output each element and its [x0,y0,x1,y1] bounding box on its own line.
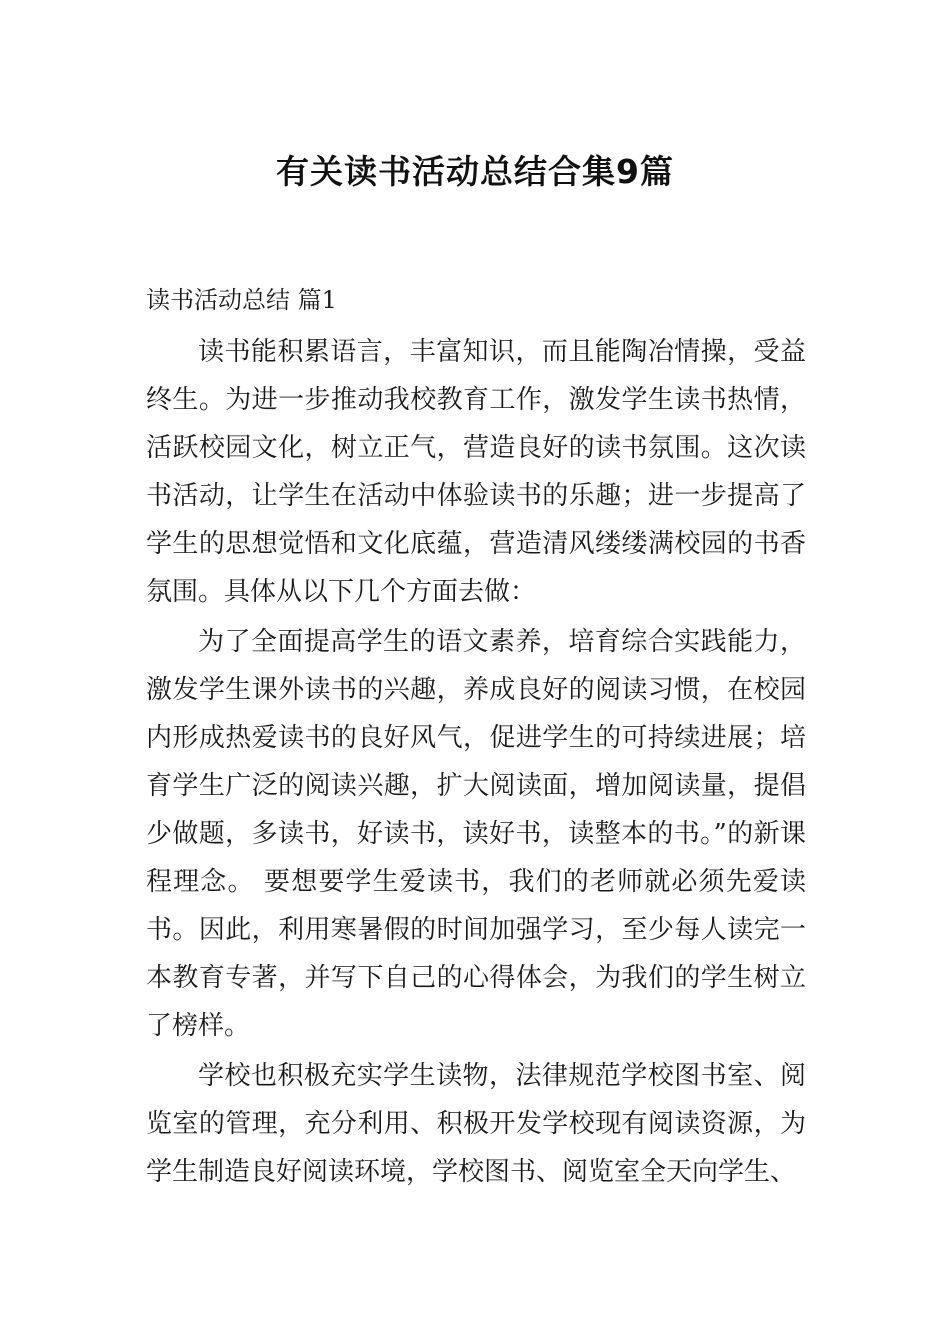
paragraph-2: 为了全面提高学生的语文素养，培育综合实践能力，激发学生课外读书的兴趣，养成良好的阅读习惯，在校园内形成热爱读书的良好风气，促进学生的可持续进展；培育学生广泛的阅读兴趣，扩大阅读面，增加阅读量，提倡少做题，多读书，好读书，读好书，读整本的书。”的新课程理念。 要想要学生爱读书，我们的老师就必须先爱读书。因此，利用寒暑假的时间加强学习，至少每人读完一本教育专著，并写下自己的心得体会，为我们的学生树立了榜样。 [146,627,806,1041]
document-title: 有关读书活动总结合集9篇 [276,152,674,192]
section-heading: 读书活动总结 篇1 [146,286,337,314]
paragraph-1: 读书能积累语言，丰富知识，而且能陶冶情操，受益终生。为进一步推动我校教育工作，激发学生读书热情，活跃校园文化，树立正气，营造良好的读书氛围。这次读书活动，让学生在活动中体验读书的乐趣；进一步提高了学生的思想觉悟和文化底蕴，营造清风缕缕满校园的书香氛围。具体从以下几个方面去做： [146,337,806,607]
paragraph-3: 学校也积极充实学生读物，法律规范学校图书室、阅览室的管理，充分利用、积极开发学校现有阅读资源，为学生制造良好阅读环境，学校图书、阅览室全天向学生、 [146,1061,806,1187]
document-body [146,282,806,1198]
